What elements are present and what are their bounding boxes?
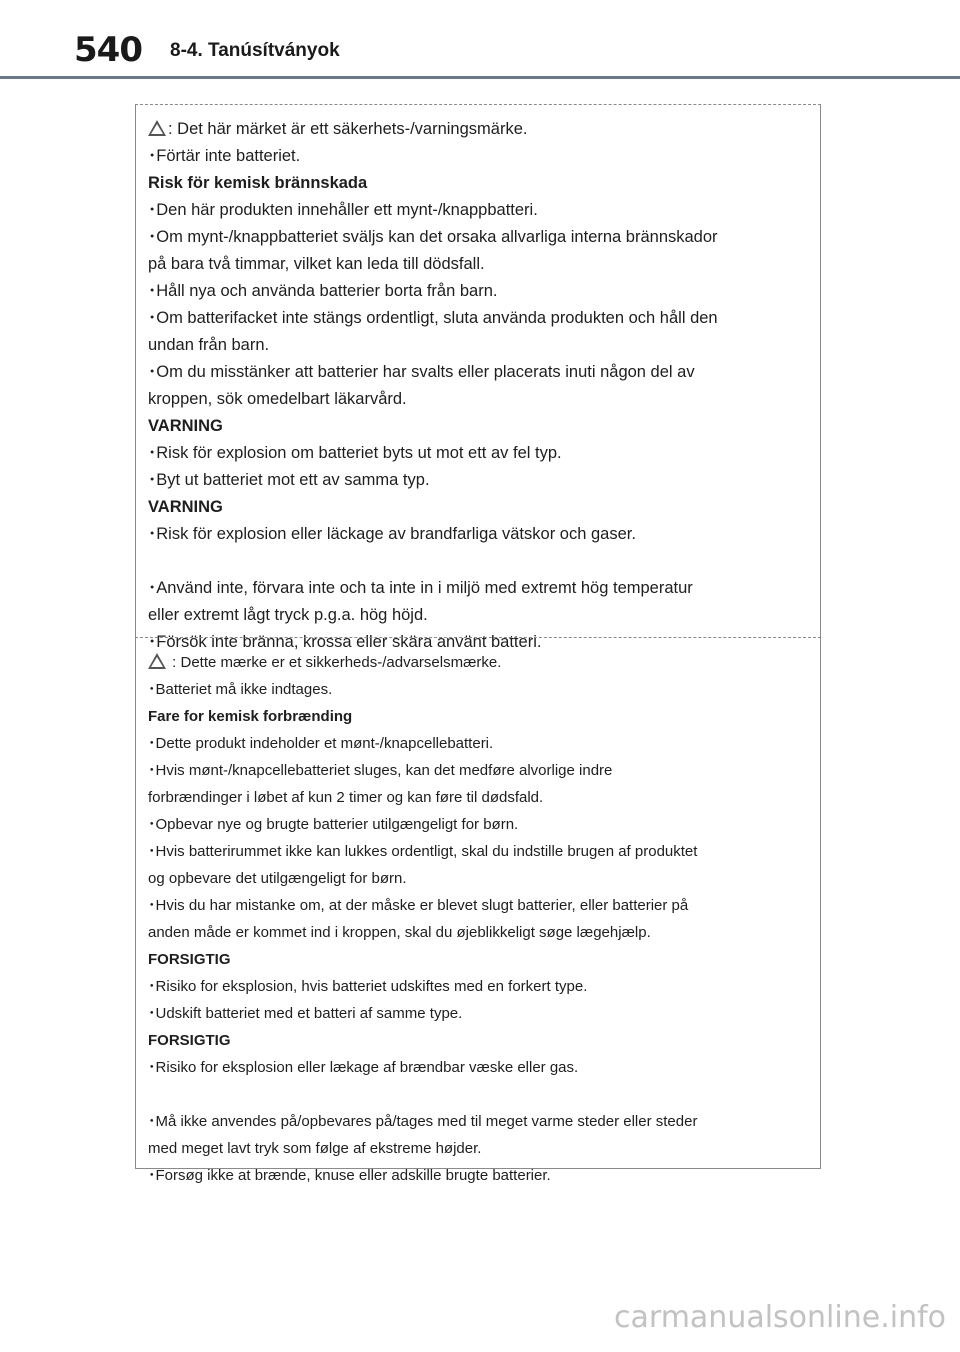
- text-line: [148, 1054, 798, 1081]
- section-heading: [148, 170, 798, 197]
- danish-notice-text: [148, 649, 798, 1189]
- line-text: ･Om batterifacket inte stängs ordentligt, sluta använda produkten och håll den: [148, 309, 718, 327]
- header-rule: [0, 76, 960, 79]
- swedish-notice-text: [148, 116, 798, 656]
- line-text: ･Opbevar nye og brugte batterier utilgængeligt for børn.: [148, 816, 519, 833]
- text-line: [148, 521, 798, 548]
- text-line: [148, 143, 798, 170]
- section-heading: [148, 494, 798, 521]
- text-line: [148, 440, 798, 467]
- text-line: [148, 865, 798, 892]
- line-text: Fare for kemisk forbrænding: [148, 708, 353, 725]
- section-heading: [148, 703, 798, 730]
- line-text: : Det här märket är ett säkerhets-/varningsmärke.: [168, 120, 528, 138]
- box-border-left: [135, 104, 136, 637]
- text-line: [148, 838, 798, 865]
- text-line: [148, 1000, 798, 1027]
- text-line: [148, 386, 798, 413]
- line-text: ･Håll nya och använda batterier borta från barn.: [148, 282, 498, 300]
- line-text: VARNING: [148, 498, 223, 516]
- line-text: FORSIGTIG: [148, 951, 231, 968]
- line-text: ･Förtär inte batteriet.: [148, 147, 301, 165]
- text-line: [148, 548, 798, 575]
- page-number: 540: [74, 30, 142, 70]
- line-text: ･Dette produkt indeholder et mønt-/knapcellebatteri.: [148, 735, 494, 752]
- line-text: kroppen, sök omedelbart läkarvård.: [148, 390, 407, 408]
- text-line: [148, 919, 798, 946]
- box-border-top: [135, 637, 821, 638]
- section-title: 8-4. Tanúsítványok: [170, 40, 340, 61]
- line-text: : Dette mærke er et sikkerheds-/advarselsmærke.: [168, 654, 502, 671]
- line-text: ･Använd inte, förvara inte och ta inte in i miljö med extremt hög temperatur: [148, 579, 693, 597]
- line-text: VARNING: [148, 417, 223, 435]
- text-line: [148, 784, 798, 811]
- line-text: ･Risk för explosion eller läckage av brandfarliga vätskor och gaser.: [148, 525, 636, 543]
- text-line: [148, 251, 798, 278]
- box-border-right: [820, 104, 821, 637]
- text-line: [148, 116, 798, 143]
- text-line: [148, 467, 798, 494]
- text-line: [148, 278, 798, 305]
- line-text: med meget lavt tryk som følge af ekstreme højder.: [148, 1140, 482, 1157]
- line-text: Risk för kemisk brännskada: [148, 174, 368, 192]
- line-text: anden måde er kommet ind i kroppen, skal du øjeblikkeligt søge lægehjælp.: [148, 924, 651, 941]
- warning-triangle-icon: [148, 120, 166, 136]
- danish-notice-box: [135, 637, 821, 1184]
- text-line: [148, 676, 798, 703]
- line-text: ･Risiko for eksplosion eller lækage af brændbar væske eller gas.: [148, 1059, 579, 1076]
- text-line: [148, 359, 798, 386]
- line-text: ･Udskift batteriet med et batteri af samme type.: [148, 1005, 463, 1022]
- line-text: undan från barn.: [148, 336, 270, 354]
- line-text: eller extremt lågt tryck p.g.a. hög höjd.: [148, 606, 428, 624]
- section-heading: [148, 1027, 798, 1054]
- line-text: ･Försök inte bränna, krossa eller skära använt batteri.: [148, 633, 542, 651]
- text-line: [148, 1135, 798, 1162]
- line-text: ･Risiko for eksplosion, hvis batteriet udskiftes med en forkert type.: [148, 978, 588, 995]
- line-text: ･Hvis batterirummet ikke kan lukkes ordentligt, skal du indstille brugen af produktet: [148, 843, 698, 860]
- warning-triangle-icon: [148, 653, 166, 669]
- text-line: [148, 197, 798, 224]
- text-line: [148, 730, 798, 757]
- line-text: ･Risk för explosion om batteriet byts ut mot ett av fel typ.: [148, 444, 562, 462]
- text-line: [148, 1108, 798, 1135]
- text-line: [148, 757, 798, 784]
- line-text: ･Om du misstänker att batterier har svalts eller placerats inuti någon del av: [148, 363, 695, 381]
- line-text: ･Hvis du har mistanke om, at der måske er blevet slugt batterier, eller batterier på: [148, 897, 689, 914]
- line-text: på bara två timmar, vilket kan leda till dödsfall.: [148, 255, 485, 273]
- line-text: ･Den här produkten innehåller ett mynt-/knappbatteri.: [148, 201, 538, 219]
- swedish-notice-box: [135, 104, 821, 651]
- line-text: ･Hvis mønt-/knapcellebatteriet sluges, kan det medføre alvorlige indre: [148, 762, 613, 779]
- box-border-top: [135, 104, 821, 105]
- line-text: ･Byt ut batteriet mot ett av samma typ.: [148, 471, 430, 489]
- section-heading: [148, 413, 798, 440]
- section-heading: [148, 946, 798, 973]
- line-text: ･Batteriet må ikke indtages.: [148, 681, 333, 698]
- line-text: og opbevare det utilgængeligt for børn.: [148, 870, 407, 887]
- line-text: ･Forsøg ikke at brænde, knuse eller adskille brugte batterier.: [148, 1167, 551, 1184]
- text-line: [148, 224, 798, 251]
- line-text: FORSIGTIG: [148, 1032, 231, 1049]
- text-line: [148, 1162, 798, 1189]
- text-line: [148, 1081, 798, 1108]
- text-line: [148, 305, 798, 332]
- text-line: [148, 811, 798, 838]
- line-text: ･Må ikke anvendes på/opbevares på/tages med til meget varme steder eller steder: [148, 1113, 698, 1130]
- text-line: [148, 332, 798, 359]
- box-border-right: [820, 637, 821, 1169]
- watermark: carmanualsonline.info: [614, 1300, 946, 1335]
- box-border-left: [135, 637, 136, 1169]
- line-text: forbrændinger i løbet af kun 2 timer og kan føre til dødsfald.: [148, 789, 544, 806]
- line-text: ･Om mynt-/knappbatteriet sväljs kan det orsaka allvarliga interna brännskador: [148, 228, 718, 246]
- page-header: [0, 0, 960, 80]
- text-line: [148, 602, 798, 629]
- text-line: [148, 973, 798, 1000]
- text-line: [148, 892, 798, 919]
- text-line: [148, 649, 798, 676]
- text-line: [148, 575, 798, 602]
